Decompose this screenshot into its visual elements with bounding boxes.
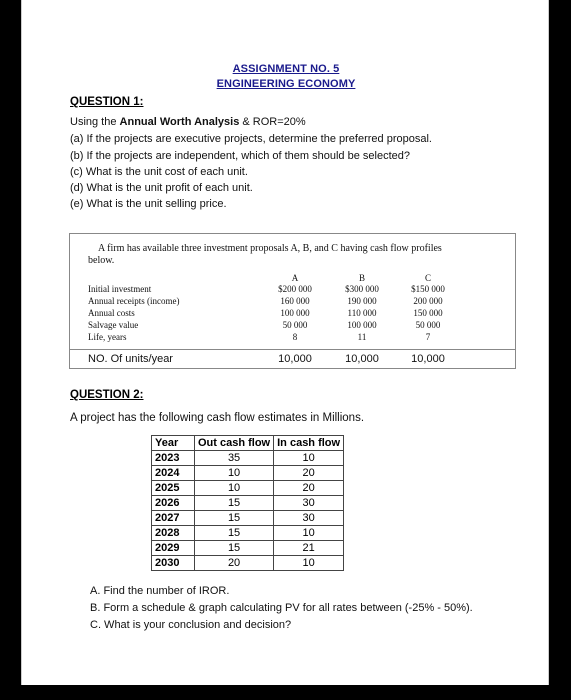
- cash-flow-table: [151, 435, 344, 571]
- question1-item-b: (b) If the projects are independent, which of them should be selected?: [70, 150, 410, 162]
- assignment-title: ASSIGNMENT NO. 5: [232, 63, 340, 75]
- question1-heading: QUESTION 1:: [70, 96, 144, 108]
- header-year: Year: [152, 436, 195, 451]
- cell-year: 2029: [152, 541, 195, 556]
- cell-out: 15: [195, 496, 274, 511]
- cell-year: 2023: [152, 451, 195, 466]
- units-c: 10,000: [411, 353, 445, 365]
- cell-year: 2024: [152, 466, 195, 481]
- units-a: 10,000: [278, 353, 312, 365]
- proposals-intro-line1: A firm has available three investment proposals A, B, and C having cash flow profiles: [98, 243, 442, 254]
- row-label-initial-investment: Initial investment: [88, 284, 152, 294]
- table-row: [152, 496, 344, 511]
- table-row: [152, 466, 344, 481]
- cell-year: 2027: [152, 511, 195, 526]
- header-in-cash-flow: In cash flow: [274, 436, 344, 451]
- row-label-life-years: Life, years: [88, 332, 127, 342]
- cell-year: 2028: [152, 526, 195, 541]
- units-b: 10,000: [345, 353, 379, 365]
- cell-a-receipts: 160 000: [280, 296, 310, 306]
- table-header-row: [152, 436, 344, 451]
- cell-a-life: 8: [292, 332, 298, 342]
- question2-intro: A project has the following cash flow estimates in Millions.: [70, 412, 365, 424]
- units-divider: [70, 349, 515, 350]
- question2-item-c: C. What is your conclusion and decision?: [90, 619, 292, 631]
- cell-out: 15: [195, 511, 274, 526]
- cell-b-life: 11: [357, 332, 367, 342]
- cell-a-initial: $200 000: [278, 284, 312, 294]
- cell-c-costs: 150 000: [413, 308, 443, 318]
- cell-in: 10: [274, 556, 344, 571]
- cell-c-initial: $150 000: [411, 284, 445, 294]
- cell-out: 10: [195, 466, 274, 481]
- cell-b-receipts: 190 000: [347, 296, 377, 306]
- question1-item-e: (e) What is the unit selling price.: [70, 198, 227, 210]
- cell-c-receipts: 200 000: [413, 296, 443, 306]
- document-page: [21, 0, 549, 700]
- cell-b-salvage: 100 000: [347, 320, 377, 330]
- row-label-annual-costs: Annual costs: [88, 308, 135, 318]
- course-title: ENGINEERING ECONOMY: [216, 78, 356, 90]
- cell-year: 2030: [152, 556, 195, 571]
- cell-in: 30: [274, 496, 344, 511]
- cell-b-costs: 110 000: [347, 308, 377, 318]
- proposals-intro-line2: below.: [88, 255, 115, 266]
- cell-a-salvage: 50 000: [282, 320, 308, 330]
- column-header-a: A: [291, 273, 299, 283]
- cell-year: 2025: [152, 481, 195, 496]
- question1-intro: Using the Annual Worth Analysis & ROR=20%: [70, 116, 306, 128]
- cell-in: 20: [274, 481, 344, 496]
- cell-in: 20: [274, 466, 344, 481]
- units-per-year-label: NO. Of units/year: [88, 353, 173, 365]
- row-label-annual-receipts: Annual receipts (income): [88, 296, 180, 306]
- cell-b-initial: $300 000: [345, 284, 379, 294]
- bottom-bar: [0, 685, 571, 700]
- cell-out: 35: [195, 451, 274, 466]
- cell-in: 10: [274, 526, 344, 541]
- question2-heading: QUESTION 2:: [70, 389, 144, 401]
- question1-item-a: (a) If the projects are executive projects, determine the preferred proposal.: [70, 133, 432, 145]
- table-row: [152, 541, 344, 556]
- cell-in: 10: [274, 451, 344, 466]
- proposals-box: [69, 233, 516, 369]
- header-out-cash-flow: Out cash flow: [195, 436, 274, 451]
- cell-out: 10: [195, 481, 274, 496]
- table-row: [152, 481, 344, 496]
- table-row: [152, 511, 344, 526]
- cell-year: 2026: [152, 496, 195, 511]
- cell-a-costs: 100 000: [280, 308, 310, 318]
- cell-c-salvage: 50 000: [415, 320, 441, 330]
- cell-c-life: 7: [425, 332, 431, 342]
- table-row: [152, 451, 344, 466]
- cell-out: 20: [195, 556, 274, 571]
- question1-item-d: (d) What is the unit profit of each unit.: [70, 182, 253, 194]
- question1-item-c: (c) What is the unit cost of each unit.: [70, 166, 248, 178]
- cell-out: 15: [195, 526, 274, 541]
- cell-in: 21: [274, 541, 344, 556]
- question2-item-a: A. Find the number of IROR.: [90, 585, 230, 597]
- cell-in: 30: [274, 511, 344, 526]
- column-header-c: C: [424, 273, 431, 283]
- question2-item-b: B. Form a schedule & graph calculating PV for all rates between (-25% - 50%).: [90, 602, 473, 614]
- column-header-b: B: [358, 273, 365, 283]
- row-label-salvage-value: Salvage value: [88, 320, 139, 330]
- table-row: [152, 526, 344, 541]
- cell-out: 15: [195, 541, 274, 556]
- table-row: [152, 556, 344, 571]
